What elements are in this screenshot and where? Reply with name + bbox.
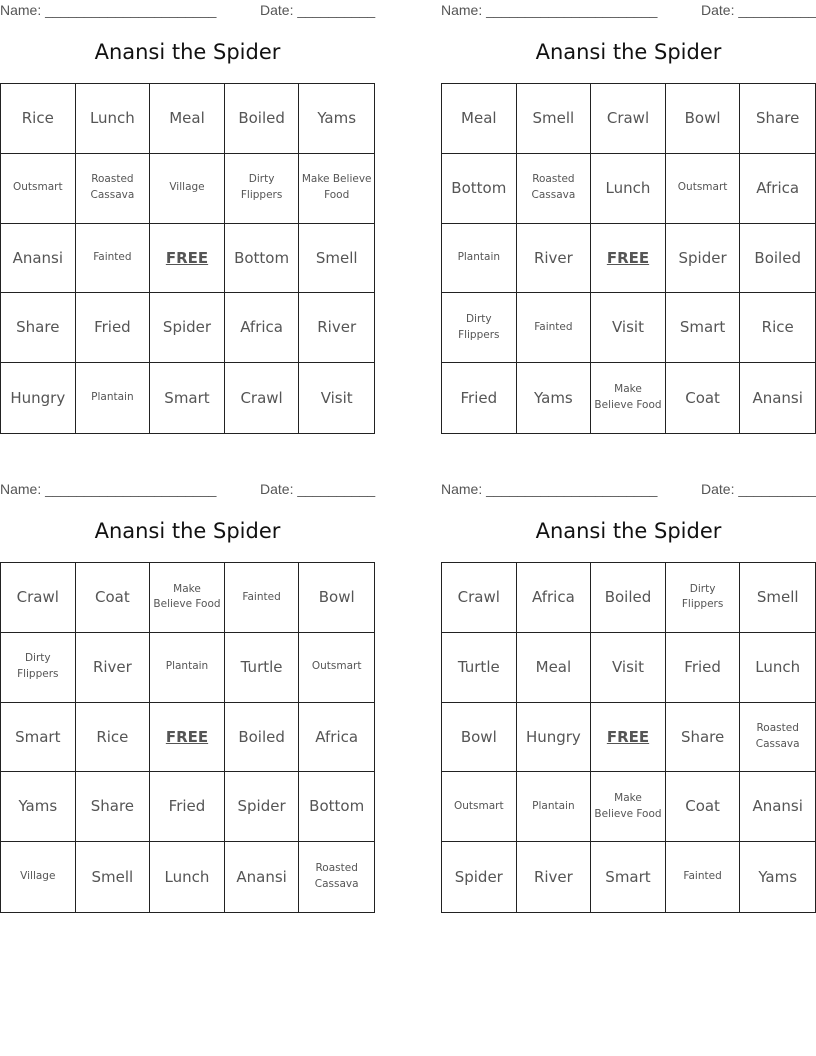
bingo-cell: Crawl xyxy=(591,84,666,154)
name-date-line xyxy=(0,2,375,20)
bingo-cell: Bowl xyxy=(666,84,741,154)
bingo-cell: Outsmart xyxy=(666,154,741,224)
bingo-cell: Africa xyxy=(740,154,815,224)
bingo-cell: Roasted Cassava xyxy=(76,154,151,224)
bingo-cell: Yams xyxy=(1,772,76,842)
bingo-cell: Anansi xyxy=(225,842,300,912)
card-title: Anansi the Spider xyxy=(535,40,722,64)
bingo-cell: Africa xyxy=(517,563,592,633)
bingo-cell: Dirty Flippers xyxy=(442,293,517,363)
bingo-cell: Hungry xyxy=(1,363,76,433)
bingo-card xyxy=(0,479,375,913)
date-field-label: Date: __________ xyxy=(260,481,376,497)
name-field-label: Name: ______________________ xyxy=(0,2,217,18)
name-date-line xyxy=(0,481,375,499)
bingo-cell: Africa xyxy=(299,703,374,773)
bingo-cell: Fainted xyxy=(76,224,151,294)
bingo-cell: Fried xyxy=(150,772,225,842)
bingo-cell: Plantain xyxy=(150,633,225,703)
bingo-cell: Make Believe Food xyxy=(591,772,666,842)
bingo-cell: Outsmart xyxy=(1,154,76,224)
name-field-label: Name: ______________________ xyxy=(441,2,658,18)
bingo-cell: Smell xyxy=(517,84,592,154)
bingo-cell: Roasted Cassava xyxy=(740,703,815,773)
bingo-cell: Make Believe Food xyxy=(299,154,374,224)
bingo-cell: Smell xyxy=(299,224,374,294)
free-space: FREE xyxy=(150,703,225,773)
bingo-cell: Lunch xyxy=(591,154,666,224)
bingo-cell: Turtle xyxy=(442,633,517,703)
name-date-line xyxy=(441,481,816,499)
bingo-cell: Lunch xyxy=(150,842,225,912)
bingo-cell: Fried xyxy=(666,633,741,703)
bingo-cell: Smell xyxy=(740,563,815,633)
bingo-card xyxy=(441,479,816,913)
bingo-cell: Rice xyxy=(76,703,151,773)
bingo-grid xyxy=(0,562,375,913)
bingo-cell: Village xyxy=(150,154,225,224)
bingo-cell: Boiled xyxy=(225,703,300,773)
bingo-cell: Visit xyxy=(591,633,666,703)
bingo-cell: Yams xyxy=(758,867,798,886)
bingo-cell: Dirty Flippers xyxy=(1,633,76,703)
bingo-cell: Outsmart xyxy=(299,633,374,703)
name-field-label: Name: ______________________ xyxy=(0,481,217,497)
bingo-cell: Smart xyxy=(591,842,666,912)
bingo-cell: Anansi xyxy=(1,224,76,294)
bingo-cell: Spider xyxy=(225,772,300,842)
bingo-cell: Crawl xyxy=(442,563,517,633)
bingo-cell: Rice xyxy=(740,293,815,363)
bingo-cell: Africa xyxy=(225,293,300,363)
bingo-cell: Rice xyxy=(1,84,76,154)
bingo-cell: Meal xyxy=(442,84,517,154)
free-space: FREE xyxy=(150,224,225,294)
bingo-grid xyxy=(441,83,816,434)
bingo-cell: Fainted xyxy=(666,842,741,912)
bingo-cell: Coat xyxy=(76,563,151,633)
bingo-cell: Smell xyxy=(76,842,151,912)
bingo-cell: Fainted xyxy=(517,293,592,363)
bingo-cell: Smart xyxy=(1,703,76,773)
bingo-cell: Dirty Flippers xyxy=(666,563,741,633)
bingo-cell: Hungry xyxy=(517,703,592,773)
bingo-cell: Bottom xyxy=(442,154,517,224)
bingo-grid xyxy=(0,83,375,434)
bingo-cell: Visit xyxy=(320,388,353,407)
bingo-cell: Crawl xyxy=(225,363,300,433)
free-space: FREE xyxy=(591,224,666,294)
bingo-cell: Meal xyxy=(517,633,592,703)
bingo-cell: River xyxy=(517,224,592,294)
bingo-cell: Make Believe Food xyxy=(591,363,666,433)
bingo-cell: Share xyxy=(76,772,151,842)
bingo-cell: Spider xyxy=(666,224,741,294)
card-title: Anansi the Spider xyxy=(94,40,281,64)
bingo-cell: Smart xyxy=(666,293,741,363)
bingo-cell: Boiled xyxy=(591,563,666,633)
date-field-label: Date: __________ xyxy=(701,2,816,18)
free-space: FREE xyxy=(591,703,666,773)
bingo-cell: Boiled xyxy=(740,224,815,294)
date-field-label: Date: __________ xyxy=(260,2,376,18)
card-title: Anansi the Spider xyxy=(535,519,722,543)
bingo-cell: Village xyxy=(1,842,76,912)
bingo-cell: Spider xyxy=(442,842,517,912)
bingo-cell: Lunch xyxy=(76,84,151,154)
bingo-cell: Bowl xyxy=(442,703,517,773)
card-title: Anansi the Spider xyxy=(94,519,281,543)
bingo-cell: River xyxy=(76,633,151,703)
bingo-grid xyxy=(441,562,816,913)
bingo-cell: Share xyxy=(666,703,741,773)
bingo-cell: Crawl xyxy=(1,563,76,633)
bingo-cell: Coat xyxy=(666,772,741,842)
bingo-cell: Dirty Flippers xyxy=(225,154,300,224)
bingo-cell: Bottom xyxy=(299,772,374,842)
bingo-cell: River xyxy=(517,842,592,912)
bingo-cell: Plantain xyxy=(442,224,517,294)
bingo-cell: Yams xyxy=(517,363,592,433)
bingo-cell: Plantain xyxy=(76,363,151,433)
bingo-cell: Boiled xyxy=(225,84,300,154)
bingo-card xyxy=(0,0,375,434)
bingo-cell: River xyxy=(299,293,374,363)
bingo-card xyxy=(441,0,816,434)
bingo-cell: Lunch xyxy=(740,633,815,703)
bingo-cell: Bowl xyxy=(299,563,374,633)
bingo-cell: Coat xyxy=(666,363,741,433)
date-field-label: Date: __________ xyxy=(701,481,816,497)
bingo-cell: Spider xyxy=(150,293,225,363)
bingo-cell: Share xyxy=(740,84,815,154)
bingo-cell: Turtle xyxy=(225,633,300,703)
bingo-cell: Roasted Cassava xyxy=(314,862,359,891)
bingo-cell: Fainted xyxy=(225,563,300,633)
name-field-label: Name: ______________________ xyxy=(441,481,658,497)
bingo-cell: Share xyxy=(1,293,76,363)
bingo-cell: Make Believe Food xyxy=(150,563,225,633)
bingo-cell: Bottom xyxy=(225,224,300,294)
bingo-cell: Yams xyxy=(299,84,374,154)
bingo-cell: Anansi xyxy=(740,772,815,842)
bingo-cell: Fried xyxy=(76,293,151,363)
bingo-cell: Visit xyxy=(591,293,666,363)
bingo-cell: Fried xyxy=(442,363,517,433)
bingo-cell: Outsmart xyxy=(442,772,517,842)
name-date-line xyxy=(441,2,816,20)
bingo-cell: Roasted Cassava xyxy=(517,154,592,224)
bingo-cell: Meal xyxy=(150,84,225,154)
bingo-cell: Smart xyxy=(150,363,225,433)
bingo-cell: Anansi xyxy=(752,388,803,407)
bingo-cell: Plantain xyxy=(517,772,592,842)
